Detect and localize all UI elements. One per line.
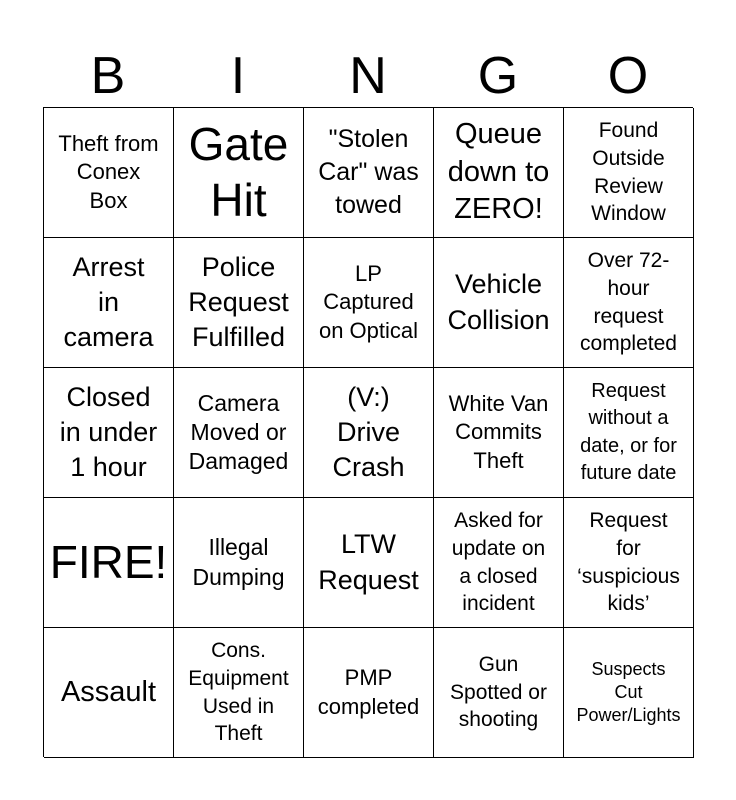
header-letter-o: O	[607, 47, 649, 105]
bingo-cell-r4c4[interactable]: Asked for update on a closed incident	[434, 498, 564, 628]
bingo-cell-r2c2[interactable]: Police Request Fulfilled	[174, 238, 304, 368]
bingo-cell-r2c3[interactable]: LP Captured on Optical	[304, 238, 434, 368]
bingo-cell-r5c4[interactable]: Gun Spotted or shooting	[434, 628, 564, 758]
header-letter-b: B	[90, 47, 126, 105]
bingo-cell-r2c4[interactable]: Vehicle Collision	[434, 238, 564, 368]
bingo-cell-r1c1[interactable]: Theft from Conex Box	[44, 108, 174, 238]
header-letter-n: N	[349, 47, 387, 105]
bingo-header	[43, 46, 693, 106]
bingo-cell-r1c3[interactable]: "Stolen Car" was towed	[304, 108, 434, 238]
bingo-cell-r3c5[interactable]: Request without a date, or for future date	[564, 368, 694, 498]
header-letter-g: G	[477, 47, 519, 105]
bingo-cell-r3c2[interactable]: Camera Moved or Damaged	[174, 368, 304, 498]
bingo-cell-r4c3[interactable]: LTW Request	[304, 498, 434, 628]
bingo-cell-r3c4[interactable]: White Van Commits Theft	[434, 368, 564, 498]
bingo-cell-r2c1[interactable]: Arrest in camera	[44, 238, 174, 368]
bingo-cell-r4c5[interactable]: Request for ‘suspicious kids’	[564, 498, 694, 628]
header-letter-i: I	[230, 47, 246, 105]
bingo-cell-r1c5[interactable]: Found Outside Review Window	[564, 108, 694, 238]
bingo-cell-r4c2[interactable]: Illegal Dumping	[174, 498, 304, 628]
bingo-cell-r1c4[interactable]: Queue down to ZERO!	[434, 108, 564, 238]
bingo-cell-r3c1[interactable]: Closed in under 1 hour	[44, 368, 174, 498]
bingo-cell-r2c5[interactable]: Over 72- hour request completed	[564, 238, 694, 368]
bingo-cell-r5c3[interactable]: PMP completed	[304, 628, 434, 758]
bingo-cell-r5c2[interactable]: Cons. Equipment Used in Theft	[174, 628, 304, 758]
bingo-cell-r3c3[interactable]: (V:) Drive Crash	[304, 368, 434, 498]
bingo-cell-r4c1[interactable]: FIRE!	[44, 498, 174, 628]
bingo-cell-r5c1[interactable]: Assault	[44, 628, 174, 758]
bingo-cell-r5c5[interactable]: Suspects Cut Power/Lights	[564, 628, 694, 758]
bingo-cell-r1c2[interactable]: Gate Hit	[174, 108, 304, 238]
bingo-card-grid	[43, 107, 693, 757]
